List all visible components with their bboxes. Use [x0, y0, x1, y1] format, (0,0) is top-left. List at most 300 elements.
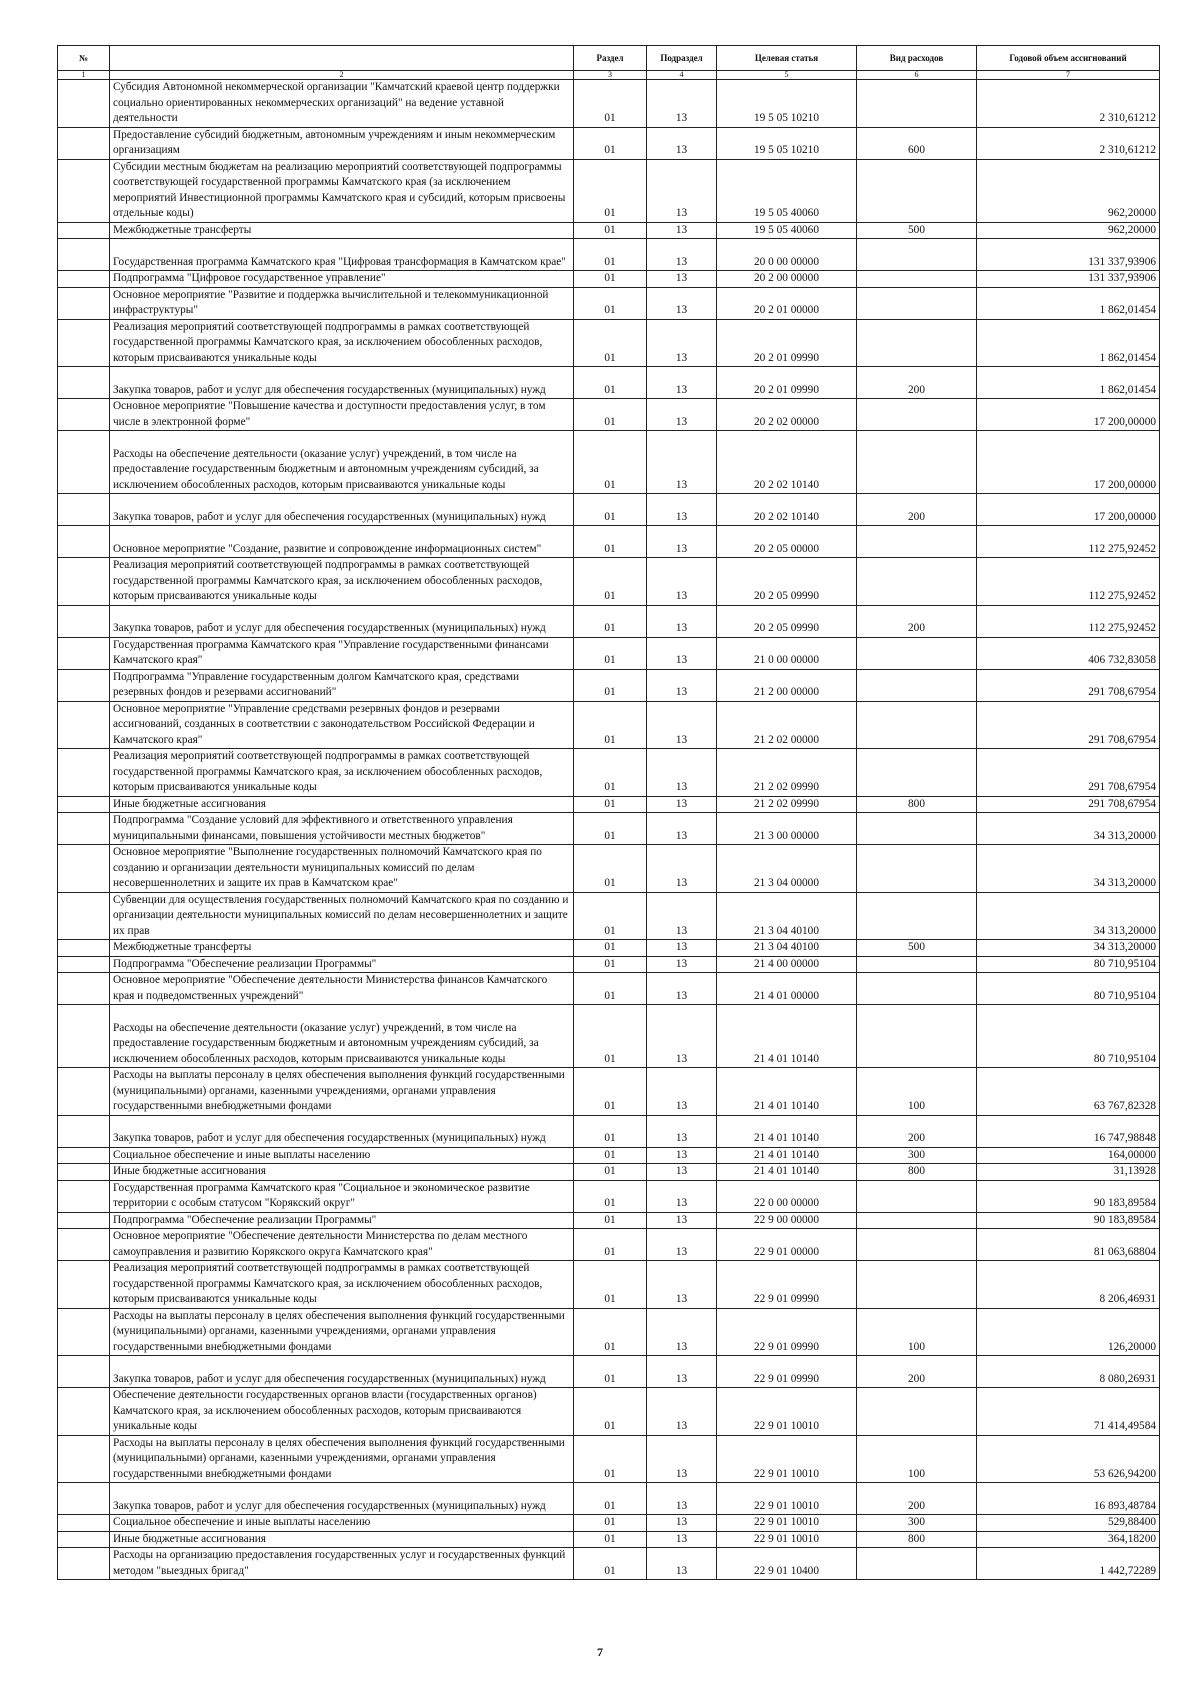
- table-row: [58, 1388, 1160, 1436]
- cell-target: 20 2 05 09990: [717, 558, 857, 606]
- cell-subsection: 13: [647, 431, 717, 494]
- cell-section: 01: [574, 1531, 647, 1548]
- cell-name: Закупка товаров, работ и услуг для обеспечения государственных (муниципальных) нужд: [110, 494, 574, 526]
- cell-target: 21 4 01 00000: [717, 973, 857, 1005]
- cell-num: [58, 271, 110, 288]
- table-row: [58, 973, 1160, 1005]
- table-row: [58, 605, 1160, 637]
- cell-num: [58, 1212, 110, 1229]
- cell-section: 01: [574, 1068, 647, 1116]
- cell-section: 01: [574, 1164, 647, 1181]
- cell-target: 21 4 01 10140: [717, 1115, 857, 1147]
- cell-subsection: 13: [647, 1435, 717, 1483]
- cell-name: Иные бюджетные ассигнования: [110, 1531, 574, 1548]
- cell-expense: [857, 1388, 977, 1436]
- cell-amount: 2 310,61212: [977, 127, 1160, 159]
- table-header-row: [58, 46, 1160, 71]
- cell-section: 01: [574, 1308, 647, 1356]
- cell-target: 21 4 01 10140: [717, 1147, 857, 1164]
- cell-name: Реализация мероприятий соответствующей подпрограммы в рамках соответствующей государственной программы Камчатского края, за исключением обособленных расходов, которым присваиваются уникальные коды: [110, 749, 574, 797]
- table-row: [58, 813, 1160, 845]
- cell-target: 21 2 02 09990: [717, 796, 857, 813]
- cell-num: [58, 159, 110, 222]
- cell-name: Закупка товаров, работ и услуг для обеспечения государственных (муниципальных) нужд: [110, 367, 574, 399]
- cell-subsection: 13: [647, 813, 717, 845]
- cell-num: [58, 1483, 110, 1515]
- cell-section: 01: [574, 956, 647, 973]
- cell-subsection: 13: [647, 494, 717, 526]
- table-row: [58, 1212, 1160, 1229]
- cell-section: 01: [574, 637, 647, 669]
- cell-section: 01: [574, 1483, 647, 1515]
- cell-amount: 1 862,01454: [977, 319, 1160, 367]
- cell-amount: 90 183,89584: [977, 1180, 1160, 1212]
- cell-name: Реализация мероприятий соответствующей подпрограммы в рамках соответствующей государственной программы Камчатского края, за исключением обособленных расходов, которым присваиваются уникальные коды: [110, 319, 574, 367]
- cell-num: [58, 1147, 110, 1164]
- table-row: [58, 845, 1160, 893]
- cell-section: 01: [574, 845, 647, 893]
- cell-name: Иные бюджетные ассигнования: [110, 1164, 574, 1181]
- cell-subsection: 13: [647, 1005, 717, 1068]
- cell-name: Государственная программа Камчатского края "Управление государственными финансами Камчатского края": [110, 637, 574, 669]
- cell-target: 22 9 00 00000: [717, 1212, 857, 1229]
- cell-amount: 16 893,48784: [977, 1483, 1160, 1515]
- table-row: [58, 892, 1160, 940]
- cell-num: [58, 222, 110, 239]
- table-row: [58, 80, 1160, 128]
- cell-amount: 34 313,20000: [977, 940, 1160, 957]
- cell-subsection: 13: [647, 796, 717, 813]
- cell-subsection: 13: [647, 892, 717, 940]
- column-number: 7: [977, 71, 1160, 80]
- cell-target: 21 3 04 40100: [717, 940, 857, 957]
- cell-amount: 80 710,95104: [977, 956, 1160, 973]
- cell-expense: [857, 749, 977, 797]
- cell-num: [58, 1164, 110, 1181]
- cell-name: Субсидия Автономной некоммерческой организации "Камчатский краевой центр поддержки социально ориентированных некоммерческих организаций" на ведение уставной деятельности: [110, 80, 574, 128]
- table-row: [58, 1515, 1160, 1532]
- cell-expense: 800: [857, 1531, 977, 1548]
- cell-target: 20 2 01 00000: [717, 287, 857, 319]
- cell-name: Основное мероприятие "Создание, развитие и сопровождение информационных систем": [110, 526, 574, 558]
- cell-target: 21 2 00 00000: [717, 669, 857, 701]
- cell-amount: 291 708,67954: [977, 796, 1160, 813]
- cell-amount: 291 708,67954: [977, 701, 1160, 749]
- cell-section: 01: [574, 399, 647, 431]
- table-row: [58, 1164, 1160, 1181]
- cell-target: 22 9 01 09990: [717, 1308, 857, 1356]
- cell-section: 01: [574, 701, 647, 749]
- table-row: [58, 1548, 1160, 1580]
- cell-section: 01: [574, 1435, 647, 1483]
- cell-subsection: 13: [647, 80, 717, 128]
- cell-amount: 126,20000: [977, 1308, 1160, 1356]
- cell-num: [58, 239, 110, 271]
- cell-expense: [857, 159, 977, 222]
- cell-amount: 80 710,95104: [977, 1005, 1160, 1068]
- cell-section: 01: [574, 1261, 647, 1309]
- cell-subsection: 13: [647, 749, 717, 797]
- cell-num: [58, 1531, 110, 1548]
- header-num: №: [58, 46, 110, 71]
- cell-amount: 34 313,20000: [977, 813, 1160, 845]
- cell-name: Основное мероприятие "Обеспечение деятельности Министерства финансов Камчатского края и подведомственных учреждений": [110, 973, 574, 1005]
- cell-target: 22 0 00 00000: [717, 1180, 857, 1212]
- cell-num: [58, 431, 110, 494]
- table-row: [58, 159, 1160, 222]
- column-number: 6: [857, 71, 977, 80]
- cell-num: [58, 1180, 110, 1212]
- cell-target: 22 9 01 00000: [717, 1229, 857, 1261]
- column-number: 2: [110, 71, 574, 80]
- cell-expense: [857, 1229, 977, 1261]
- cell-subsection: 13: [647, 845, 717, 893]
- cell-amount: 34 313,20000: [977, 845, 1160, 893]
- cell-subsection: 13: [647, 239, 717, 271]
- cell-subsection: 13: [647, 1388, 717, 1436]
- cell-num: [58, 749, 110, 797]
- cell-amount: 63 767,82328: [977, 1068, 1160, 1116]
- cell-amount: 406 732,83058: [977, 637, 1160, 669]
- table-row: [58, 1115, 1160, 1147]
- table-row: [58, 1180, 1160, 1212]
- cell-num: [58, 1356, 110, 1388]
- cell-target: 21 0 00 00000: [717, 637, 857, 669]
- cell-num: [58, 1308, 110, 1356]
- cell-name: Основное мероприятие "Выполнение государственных полномочий Камчатского края по созданию и организации деятельности муниципальных комиссий по делам несовершеннолетних и защите их прав в Камчатском крае": [110, 845, 574, 893]
- cell-target: 21 3 00 00000: [717, 813, 857, 845]
- cell-name: Обеспечение деятельности государственных органов власти (государственных органов) Камчатского края, за исключением обособленных расходов, которым присваиваются уникальные коды: [110, 1388, 574, 1436]
- column-number: 5: [717, 71, 857, 80]
- cell-num: [58, 1548, 110, 1580]
- cell-num: [58, 494, 110, 526]
- cell-subsection: 13: [647, 159, 717, 222]
- cell-amount: 112 275,92452: [977, 526, 1160, 558]
- cell-section: 01: [574, 1229, 647, 1261]
- column-number: 4: [647, 71, 717, 80]
- cell-expense: [857, 1261, 977, 1309]
- cell-num: [58, 1068, 110, 1116]
- cell-name: Иные бюджетные ассигнования: [110, 796, 574, 813]
- cell-name: Расходы на обеспечение деятельности (оказание услуг) учреждений, в том числе на предоставление государственным бюджетным и автономным учреждениям субсидий, за исключением обособленных расходов, которым присваиваются уникальные коды: [110, 1005, 574, 1068]
- table-row: [58, 287, 1160, 319]
- cell-section: 01: [574, 749, 647, 797]
- cell-section: 01: [574, 940, 647, 957]
- table-row: [58, 494, 1160, 526]
- cell-num: [58, 287, 110, 319]
- cell-target: 21 2 02 00000: [717, 701, 857, 749]
- cell-amount: 112 275,92452: [977, 605, 1160, 637]
- cell-name: Подпрограмма "Обеспечение реализации Программы": [110, 1212, 574, 1229]
- cell-amount: 31,13928: [977, 1164, 1160, 1181]
- cell-section: 01: [574, 973, 647, 1005]
- cell-section: 01: [574, 1356, 647, 1388]
- cell-expense: 200: [857, 1356, 977, 1388]
- cell-target: 22 9 01 09990: [717, 1261, 857, 1309]
- cell-name: Подпрограмма "Управление государственным долгом Камчатского края, средствами резервных фондов и резервами ассигнований": [110, 669, 574, 701]
- table-row: [58, 1483, 1160, 1515]
- cell-num: [58, 399, 110, 431]
- cell-subsection: 13: [647, 973, 717, 1005]
- cell-expense: 200: [857, 605, 977, 637]
- cell-name: Подпрограмма "Обеспечение реализации Программы": [110, 956, 574, 973]
- table-row: [58, 1147, 1160, 1164]
- cell-target: 21 3 04 00000: [717, 845, 857, 893]
- cell-num: [58, 940, 110, 957]
- cell-num: [58, 127, 110, 159]
- cell-amount: 34 313,20000: [977, 892, 1160, 940]
- cell-name: Расходы на обеспечение деятельности (оказание услуг) учреждений, в том числе на предоставление государственным бюджетным и автономным учреждениям субсидий, за исключением обособленных расходов, которым присваиваются уникальные коды: [110, 431, 574, 494]
- cell-subsection: 13: [647, 399, 717, 431]
- cell-amount: 291 708,67954: [977, 749, 1160, 797]
- cell-subsection: 13: [647, 1164, 717, 1181]
- cell-target: 21 2 02 09990: [717, 749, 857, 797]
- table-row: [58, 940, 1160, 957]
- cell-name: Закупка товаров, работ и услуг для обеспечения государственных (муниципальных) нужд: [110, 605, 574, 637]
- cell-expense: [857, 239, 977, 271]
- cell-amount: 131 337,93906: [977, 271, 1160, 288]
- table-row: [58, 1435, 1160, 1483]
- table-row: [58, 669, 1160, 701]
- cell-num: [58, 80, 110, 128]
- cell-num: [58, 796, 110, 813]
- header-name: [110, 46, 574, 71]
- cell-subsection: 13: [647, 287, 717, 319]
- cell-target: 21 4 01 10140: [717, 1164, 857, 1181]
- cell-name: Субсидии местным бюджетам на реализацию мероприятий соответствующей подпрограммы соответствующей государственной программы Камчатского края (за исключением мероприятий Инвестиционной программы Камчатского края и субсидий, которым присвоены отдельные коды): [110, 159, 574, 222]
- cell-subsection: 13: [647, 319, 717, 367]
- table-row: [58, 749, 1160, 797]
- table-row: [58, 1261, 1160, 1309]
- cell-expense: [857, 526, 977, 558]
- cell-target: 22 9 01 10400: [717, 1548, 857, 1580]
- cell-subsection: 13: [647, 1356, 717, 1388]
- cell-expense: [857, 956, 977, 973]
- cell-section: 01: [574, 558, 647, 606]
- table-row: [58, 1005, 1160, 1068]
- column-number: 3: [574, 71, 647, 80]
- cell-num: [58, 1115, 110, 1147]
- header-expense: Вид расходов: [857, 46, 977, 71]
- table-row: [58, 1068, 1160, 1116]
- cell-expense: 200: [857, 1483, 977, 1515]
- cell-expense: [857, 271, 977, 288]
- cell-expense: [857, 431, 977, 494]
- table-row: [58, 558, 1160, 606]
- cell-expense: 300: [857, 1515, 977, 1532]
- cell-expense: 100: [857, 1068, 977, 1116]
- cell-num: [58, 1515, 110, 1532]
- cell-expense: 300: [857, 1147, 977, 1164]
- cell-section: 01: [574, 892, 647, 940]
- cell-expense: [857, 669, 977, 701]
- table-row: [58, 127, 1160, 159]
- cell-name: Предоставление субсидий бюджетным, автономным учреждениям и иным некоммерческим организациям: [110, 127, 574, 159]
- cell-section: 01: [574, 431, 647, 494]
- cell-expense: 500: [857, 222, 977, 239]
- header-amount: Годовой объем ассигнований: [977, 46, 1160, 71]
- cell-expense: [857, 845, 977, 893]
- cell-amount: 962,20000: [977, 222, 1160, 239]
- cell-name: Подпрограмма "Создание условий для эффективного и ответственного управления муниципальными финансами, повышения устойчивости местных бюджетов": [110, 813, 574, 845]
- table-row: [58, 222, 1160, 239]
- cell-target: 21 4 01 10140: [717, 1068, 857, 1116]
- cell-num: [58, 845, 110, 893]
- cell-expense: [857, 399, 977, 431]
- cell-name: Социальное обеспечение и иные выплаты населению: [110, 1147, 574, 1164]
- cell-num: [58, 1435, 110, 1483]
- cell-target: 19 5 05 10210: [717, 80, 857, 128]
- cell-target: 22 9 01 10010: [717, 1531, 857, 1548]
- cell-section: 01: [574, 669, 647, 701]
- table-row: [58, 1229, 1160, 1261]
- cell-section: 01: [574, 1147, 647, 1164]
- cell-num: [58, 973, 110, 1005]
- cell-subsection: 13: [647, 669, 717, 701]
- cell-expense: 100: [857, 1435, 977, 1483]
- cell-target: 19 5 05 40060: [717, 159, 857, 222]
- cell-expense: 200: [857, 494, 977, 526]
- cell-name: Государственная программа Камчатского края "Цифровая трансформация в Камчатском крае": [110, 239, 574, 271]
- cell-expense: [857, 892, 977, 940]
- cell-amount: 8 080,26931: [977, 1356, 1160, 1388]
- cell-expense: [857, 1180, 977, 1212]
- table-row: [58, 271, 1160, 288]
- cell-target: 21 4 01 10140: [717, 1005, 857, 1068]
- cell-amount: 16 747,98848: [977, 1115, 1160, 1147]
- cell-section: 01: [574, 271, 647, 288]
- cell-section: 01: [574, 367, 647, 399]
- cell-name: Расходы на выплаты персоналу в целях обеспечения выполнения функций государственными (муниципальными) органами, казенными учреждениями, органами управления государственными внебюджетными фондами: [110, 1308, 574, 1356]
- cell-section: 01: [574, 1180, 647, 1212]
- cell-section: 01: [574, 605, 647, 637]
- cell-amount: 80 710,95104: [977, 973, 1160, 1005]
- cell-target: 20 2 05 00000: [717, 526, 857, 558]
- header-target: Целевая статья: [717, 46, 857, 71]
- cell-section: 01: [574, 287, 647, 319]
- cell-num: [58, 367, 110, 399]
- cell-expense: 200: [857, 1115, 977, 1147]
- cell-num: [58, 637, 110, 669]
- header-subsection: Подраздел: [647, 46, 717, 71]
- cell-target: 22 9 01 10010: [717, 1388, 857, 1436]
- cell-expense: [857, 287, 977, 319]
- cell-name: Закупка товаров, работ и услуг для обеспечения государственных (муниципальных) нужд: [110, 1356, 574, 1388]
- cell-expense: 800: [857, 796, 977, 813]
- cell-target: 20 2 02 10140: [717, 494, 857, 526]
- cell-amount: 364,18200: [977, 1531, 1160, 1548]
- cell-subsection: 13: [647, 271, 717, 288]
- table-row: [58, 637, 1160, 669]
- cell-target: 19 5 05 40060: [717, 222, 857, 239]
- cell-target: 22 9 01 10010: [717, 1435, 857, 1483]
- cell-amount: 81 063,68804: [977, 1229, 1160, 1261]
- cell-section: 01: [574, 1548, 647, 1580]
- cell-name: Основное мероприятие "Обеспечение деятельности Министерства по делам местного самоуправления и развитию Корякского округа Камчатского края": [110, 1229, 574, 1261]
- table-row: [58, 956, 1160, 973]
- table-row: [58, 399, 1160, 431]
- cell-subsection: 13: [647, 1531, 717, 1548]
- cell-expense: [857, 558, 977, 606]
- cell-num: [58, 892, 110, 940]
- cell-name: Социальное обеспечение и иные выплаты населению: [110, 1515, 574, 1532]
- cell-expense: 500: [857, 940, 977, 957]
- cell-section: 01: [574, 796, 647, 813]
- cell-num: [58, 1388, 110, 1436]
- budget-table: [57, 45, 1160, 1580]
- cell-amount: 291 708,67954: [977, 669, 1160, 701]
- cell-expense: [857, 319, 977, 367]
- cell-subsection: 13: [647, 558, 717, 606]
- cell-section: 01: [574, 80, 647, 128]
- cell-subsection: 13: [647, 526, 717, 558]
- cell-expense: [857, 80, 977, 128]
- cell-expense: [857, 813, 977, 845]
- cell-subsection: 13: [647, 1261, 717, 1309]
- table-row: [58, 431, 1160, 494]
- cell-subsection: 13: [647, 956, 717, 973]
- cell-num: [58, 605, 110, 637]
- cell-subsection: 13: [647, 605, 717, 637]
- table-row: [58, 239, 1160, 271]
- cell-target: 20 2 02 10140: [717, 431, 857, 494]
- cell-name: Межбюджетные трансферты: [110, 222, 574, 239]
- cell-amount: 1 862,01454: [977, 287, 1160, 319]
- cell-expense: 800: [857, 1164, 977, 1181]
- cell-subsection: 13: [647, 940, 717, 957]
- cell-expense: [857, 637, 977, 669]
- cell-subsection: 13: [647, 1180, 717, 1212]
- cell-num: [58, 1005, 110, 1068]
- table-row: [58, 701, 1160, 749]
- cell-section: 01: [574, 1388, 647, 1436]
- cell-name: Подпрограмма "Цифровое государственное управление": [110, 271, 574, 288]
- cell-subsection: 13: [647, 701, 717, 749]
- table-row: [58, 1308, 1160, 1356]
- cell-name: Расходы на организацию предоставления государственных услуг и государственных функций методом "выездных бригад": [110, 1548, 574, 1580]
- table-row: [58, 526, 1160, 558]
- cell-num: [58, 813, 110, 845]
- table-row: [58, 796, 1160, 813]
- cell-amount: 2 310,61212: [977, 80, 1160, 128]
- cell-expense: 200: [857, 367, 977, 399]
- cell-target: 20 2 00 00000: [717, 271, 857, 288]
- cell-section: 01: [574, 159, 647, 222]
- cell-num: [58, 669, 110, 701]
- cell-subsection: 13: [647, 1115, 717, 1147]
- cell-amount: 1 442,72289: [977, 1548, 1160, 1580]
- cell-name: Основное мероприятие "Развитие и поддержка вычислительной и телекоммуникационной инфраструктуры": [110, 287, 574, 319]
- cell-section: 01: [574, 319, 647, 367]
- cell-section: 01: [574, 494, 647, 526]
- cell-subsection: 13: [647, 637, 717, 669]
- cell-expense: 600: [857, 127, 977, 159]
- table-row: [58, 319, 1160, 367]
- cell-subsection: 13: [647, 1229, 717, 1261]
- cell-amount: 164,00000: [977, 1147, 1160, 1164]
- cell-target: 20 2 01 09990: [717, 367, 857, 399]
- cell-section: 01: [574, 1515, 647, 1532]
- column-number: 1: [58, 71, 110, 80]
- cell-subsection: 13: [647, 1147, 717, 1164]
- cell-name: Основное мероприятие "Управление средствами резервных фондов и резервами ассигнований, созданных в соответствии с законодательством Российской Федерации и Камчатского края": [110, 701, 574, 749]
- cell-name: Реализация мероприятий соответствующей подпрограммы в рамках соответствующей государственной программы Камчатского края, за исключением обособленных расходов, которым присваиваются уникальные коды: [110, 558, 574, 606]
- cell-num: [58, 1229, 110, 1261]
- cell-section: 01: [574, 526, 647, 558]
- cell-name: Реализация мероприятий соответствующей подпрограммы в рамках соответствующей государственной программы Камчатского края, за исключением обособленных расходов, которым присваиваются уникальные коды: [110, 1261, 574, 1309]
- cell-subsection: 13: [647, 1483, 717, 1515]
- cell-target: 22 9 01 09990: [717, 1356, 857, 1388]
